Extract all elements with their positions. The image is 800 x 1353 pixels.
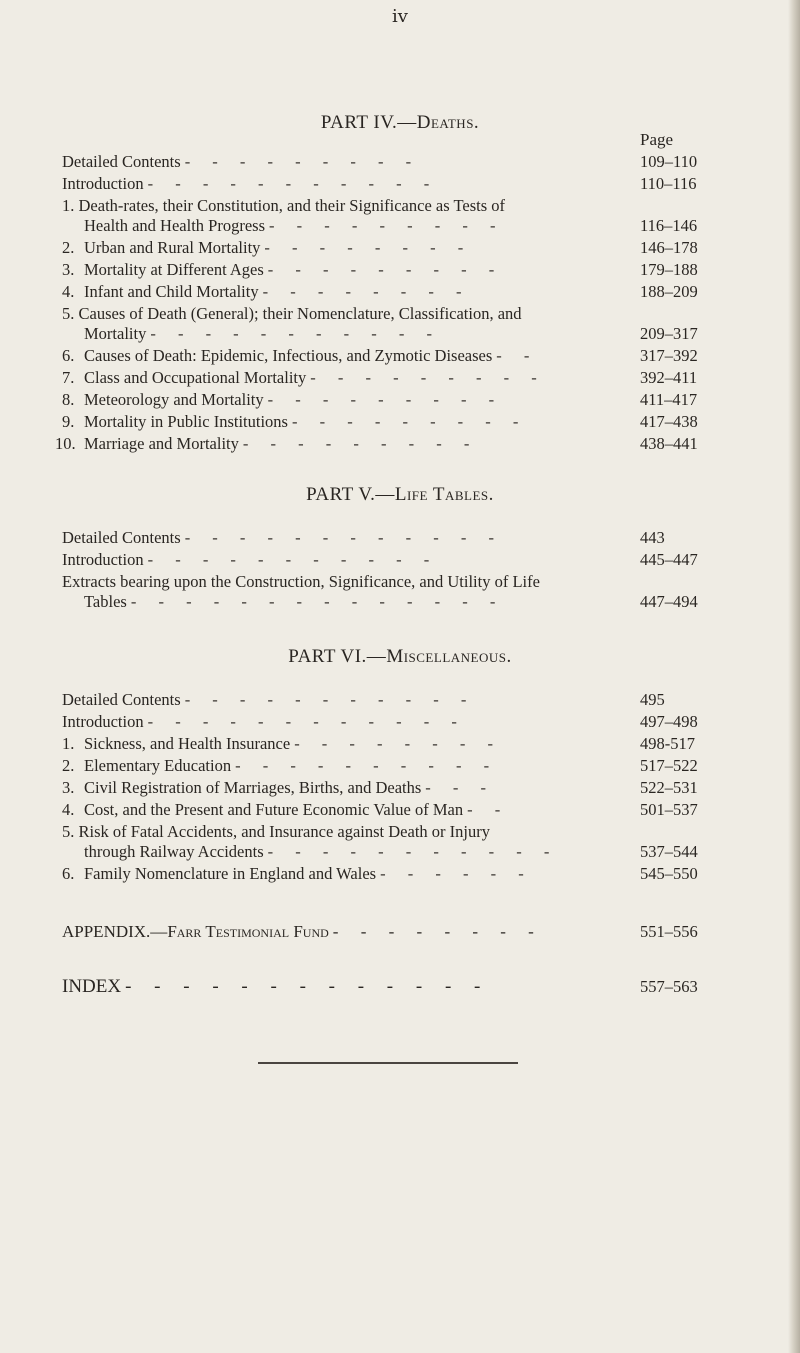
toc-entry: Tables - - - - - - - - - - - - - - 447–494 (84, 592, 698, 611)
toc-entry: 3. Mortality at Different Ages - - - - - - - - - 179–188 (62, 260, 698, 279)
toc-entry: Detailed Contents - - - - - - - - - - - - 443 (62, 528, 665, 547)
page-edge-shadow (788, 0, 800, 1353)
toc-entry: Introduction - - - - - - - - - - - 445–447 (62, 550, 698, 569)
toc-entry: 7. Class and Occupational Mortality - - - - - - - - - 392–411 (62, 368, 698, 387)
toc-entry: Mortality - - - - - - - - - - - 209–317 (84, 324, 698, 343)
toc-entry: 9. Mortality in Public Institutions - - - - - - - - - 417–438 (62, 412, 698, 431)
closing-rule (258, 1062, 518, 1064)
part-v-heading: PART V.—Life Tables. (306, 484, 494, 505)
toc-entry: 6. Causes of Death: Epidemic, Infectious, and Zymotic Diseases - - 317–392 (62, 346, 698, 365)
appendix-entry: APPENDIX.— Farr Testimonial Fund - - - - - - - - 551–556 (62, 922, 698, 941)
toc-entry: Health and Health Progress - - - - - - - - - 116–146 (84, 216, 698, 235)
toc-entry: 4. Cost, and the Present and Future Economic Value of Man - - 501–537 (62, 800, 698, 819)
toc-entry: 3. Civil Registration of Marriages, Births, and Deaths - - - 522–531 (62, 778, 698, 797)
toc-entry-line1: 1. Death-rates, their Constitution, and their Significance as Tests of (62, 196, 506, 215)
toc-entry: 2. Elementary Education - - - - - - - - - - 517–522 (62, 756, 698, 775)
toc-entry-line1: 5. Risk of Fatal Accidents, and Insurance against Death or Injury (62, 822, 490, 841)
page-column-heading: Page (640, 130, 674, 149)
toc-entry: Introduction - - - - - - - - - - - - 497–498 (62, 712, 698, 731)
toc-entry: 2. Urban and Rural Mortality - - - - - - - - 146–178 (62, 238, 698, 257)
toc-entry: 1. Sickness, and Health Insurance - - - - - - - - 498-517 (62, 734, 695, 753)
toc-entry: Detailed Contents - - - - - - - - - - - 495 (62, 690, 665, 709)
toc-entry: Detailed Contents - - - - - - - - - 109–110 (62, 152, 698, 171)
toc-entry: through Railway Accidents - - - - - - - - - - - 537–544 (84, 842, 698, 861)
toc-entry: Introduction - - - - - - - - - - - 110–116 (62, 174, 697, 193)
part-iv-heading: PART IV.—Deaths. (320, 112, 480, 133)
index-entry: INDEX - - - - - - - - - - - - - 557–563 (62, 976, 698, 997)
part-vi-heading: PART VI.—Miscellaneous. (288, 646, 512, 667)
toc-entry: 6. Family Nomenclature in England and Wales - - - - - - 545–550 (62, 864, 698, 883)
toc-entry: 4. Infant and Child Mortality - - - - - - - - 188–209 (62, 282, 698, 301)
toc-entry-line1: Extracts bearing upon the Construction, Significance, and Utility of Life (62, 572, 540, 591)
toc-entry-line1: 5. Causes of Death (General); their Nomenclature, Classification, and (62, 304, 522, 323)
folio: iv (392, 6, 408, 27)
toc-entry: 10. Marriage and Mortality - - - - - - - - - 438–441 (55, 434, 698, 453)
toc-entry: 8. Meteorology and Mortality - - - - - - - - - 411–417 (62, 390, 698, 409)
